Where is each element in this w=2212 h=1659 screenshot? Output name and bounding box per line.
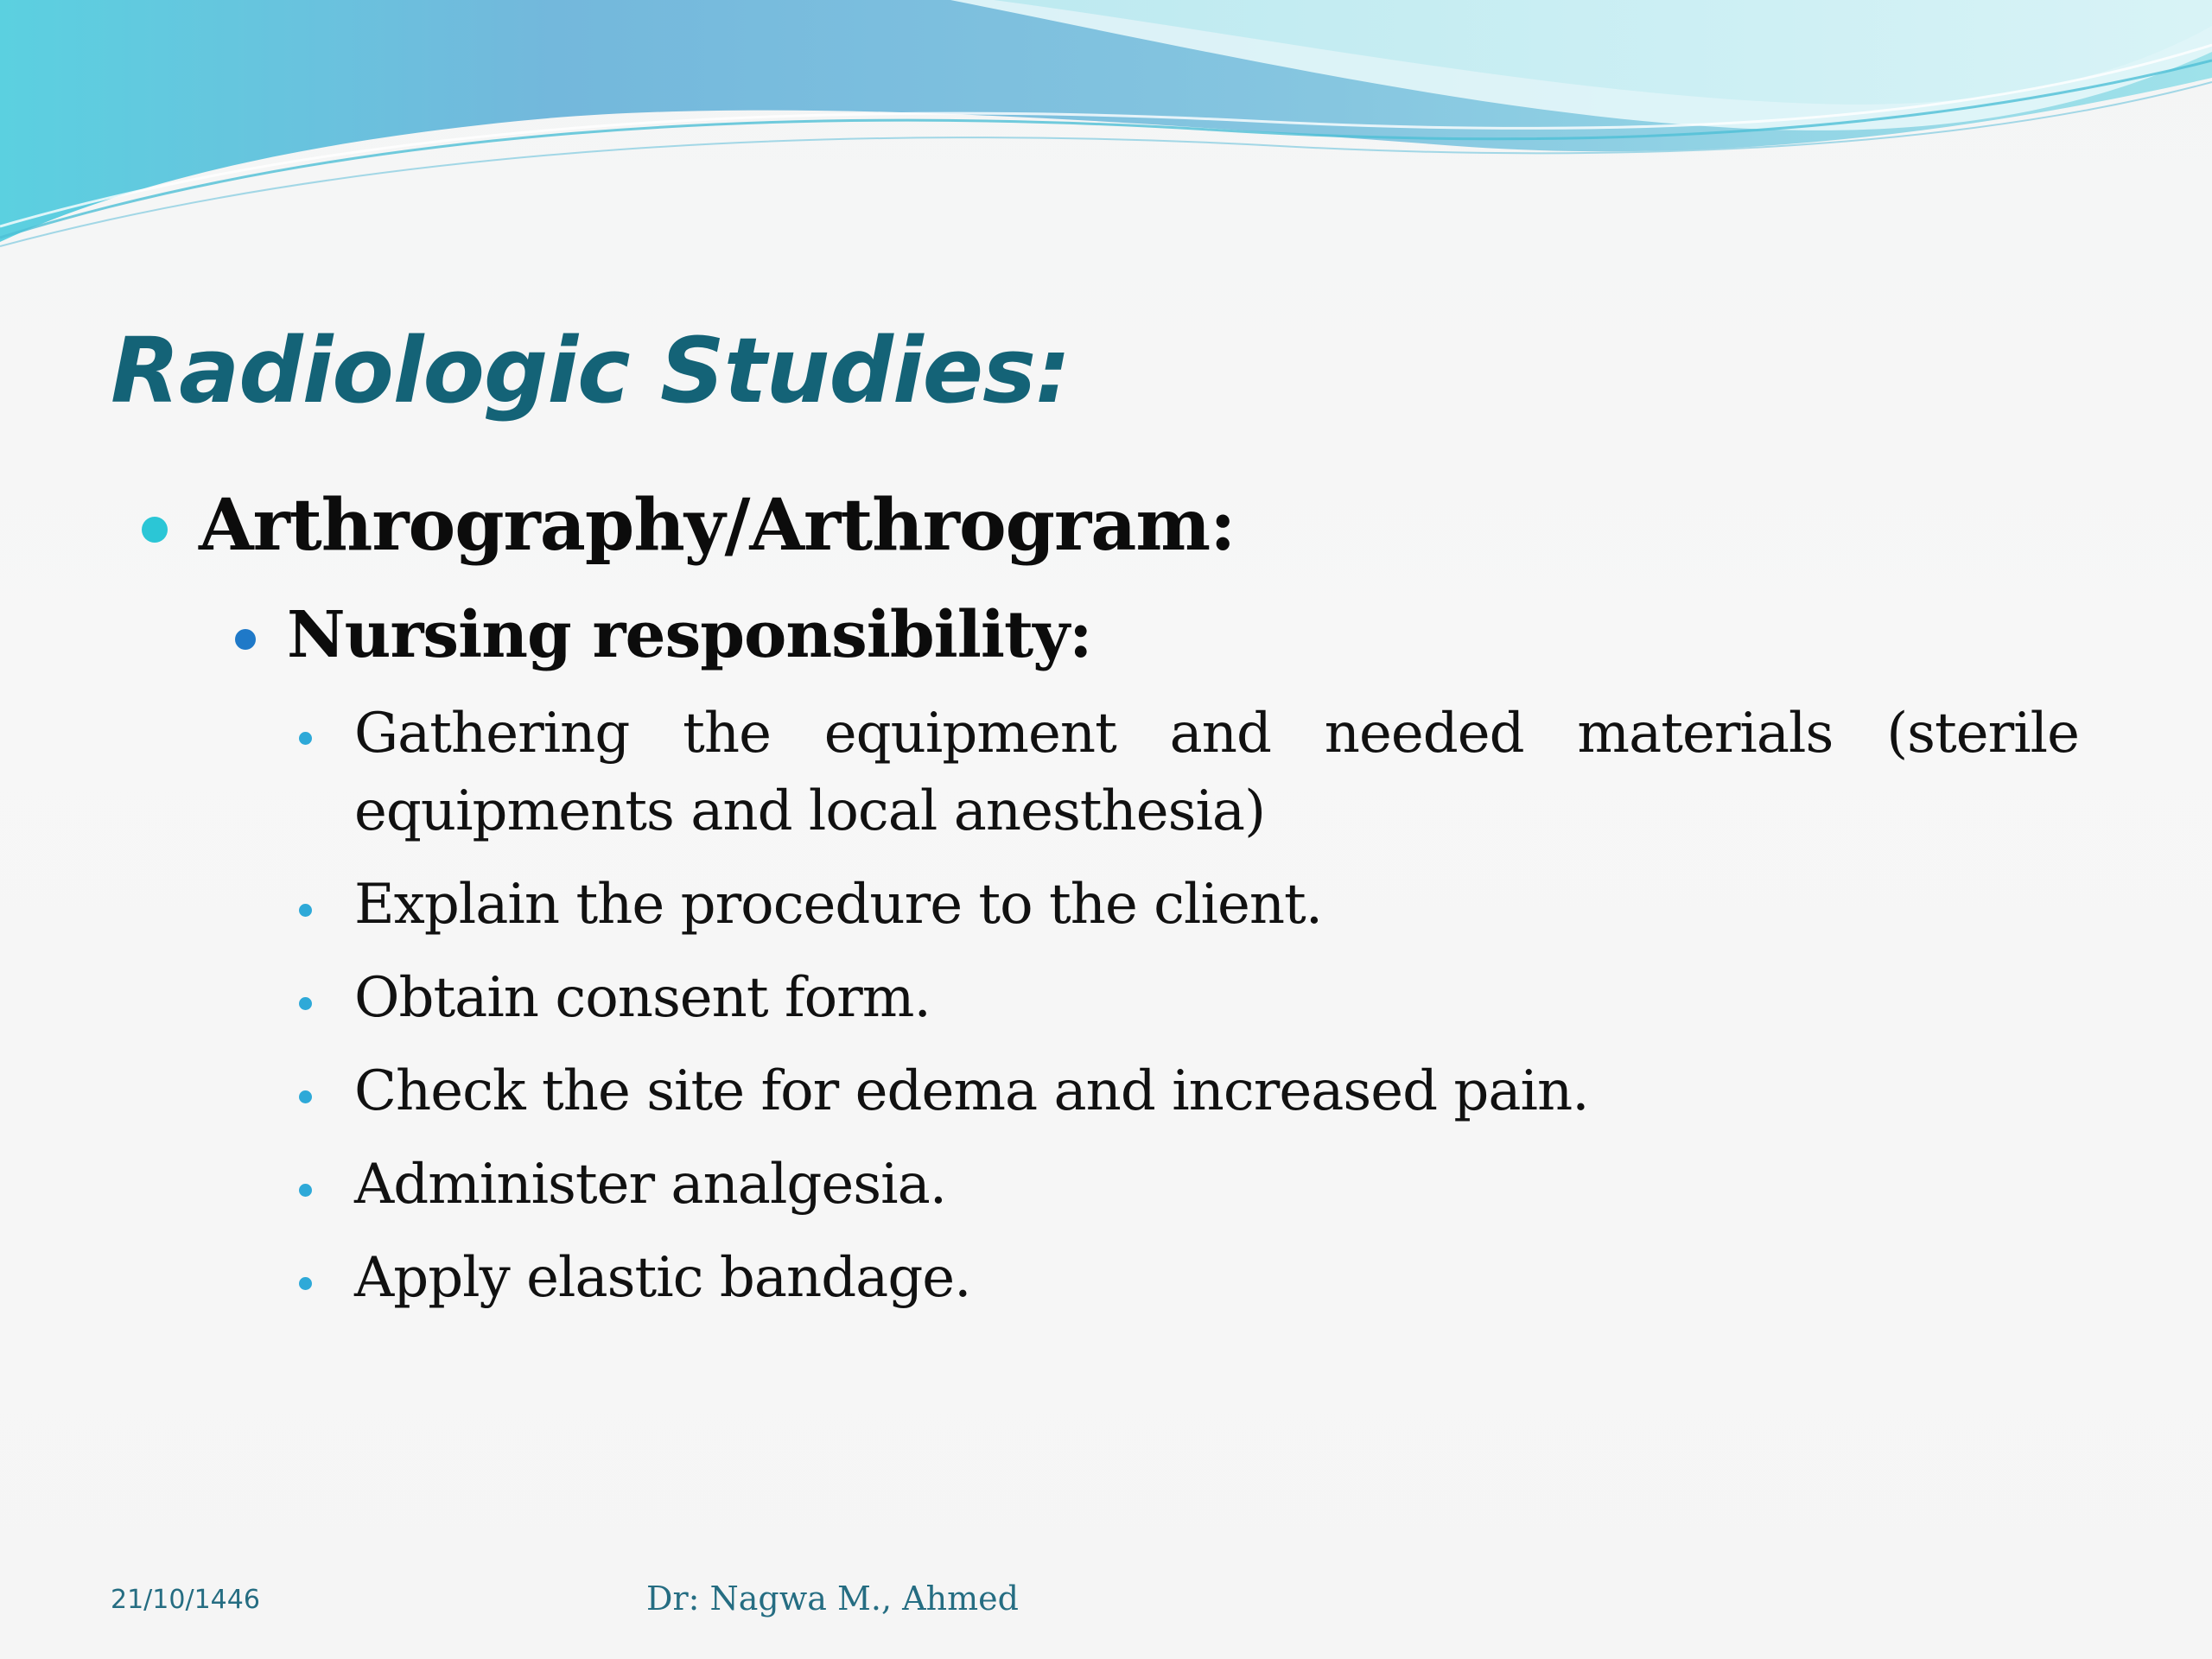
section-heading-arthrography: Arthrography/Arthrogram: — [199, 484, 1236, 567]
list-item-text: Gathering the equipment and needed materials (sterile — [354, 702, 2079, 766]
level3-bullet-icon — [299, 904, 312, 917]
level3-bullet-icon — [299, 1277, 312, 1290]
level3-bullet-icon — [299, 732, 312, 745]
level3-bullet-icon — [299, 1184, 312, 1197]
header-wave-decoration — [0, 0, 2212, 259]
footer-date: 21/10/1446 — [111, 1585, 260, 1615]
level2-bullet-icon — [235, 629, 256, 650]
list-item-text: Explain the procedure to the client. — [354, 873, 1323, 937]
slide-title: Radiologic Studies: — [111, 318, 1071, 423]
footer-author: Dr: Nagwa M., Ahmed — [646, 1580, 1019, 1618]
list-item-text: Check the site for edema and increased pain. — [354, 1059, 1589, 1123]
list-item-text: Administer analgesia. — [354, 1153, 947, 1217]
list-item-text: Apply elastic bandage. — [354, 1246, 971, 1310]
level3-bullet-icon — [299, 1090, 312, 1103]
level3-bullet-icon — [299, 997, 312, 1010]
list-item-text: Obtain consent form. — [354, 966, 931, 1030]
subheading-nursing-responsibility: Nursing responsibility: — [287, 598, 1092, 672]
list-item-text-continuation: equipments and local anesthesia) — [354, 779, 1266, 843]
level1-bullet-icon — [142, 517, 168, 543]
